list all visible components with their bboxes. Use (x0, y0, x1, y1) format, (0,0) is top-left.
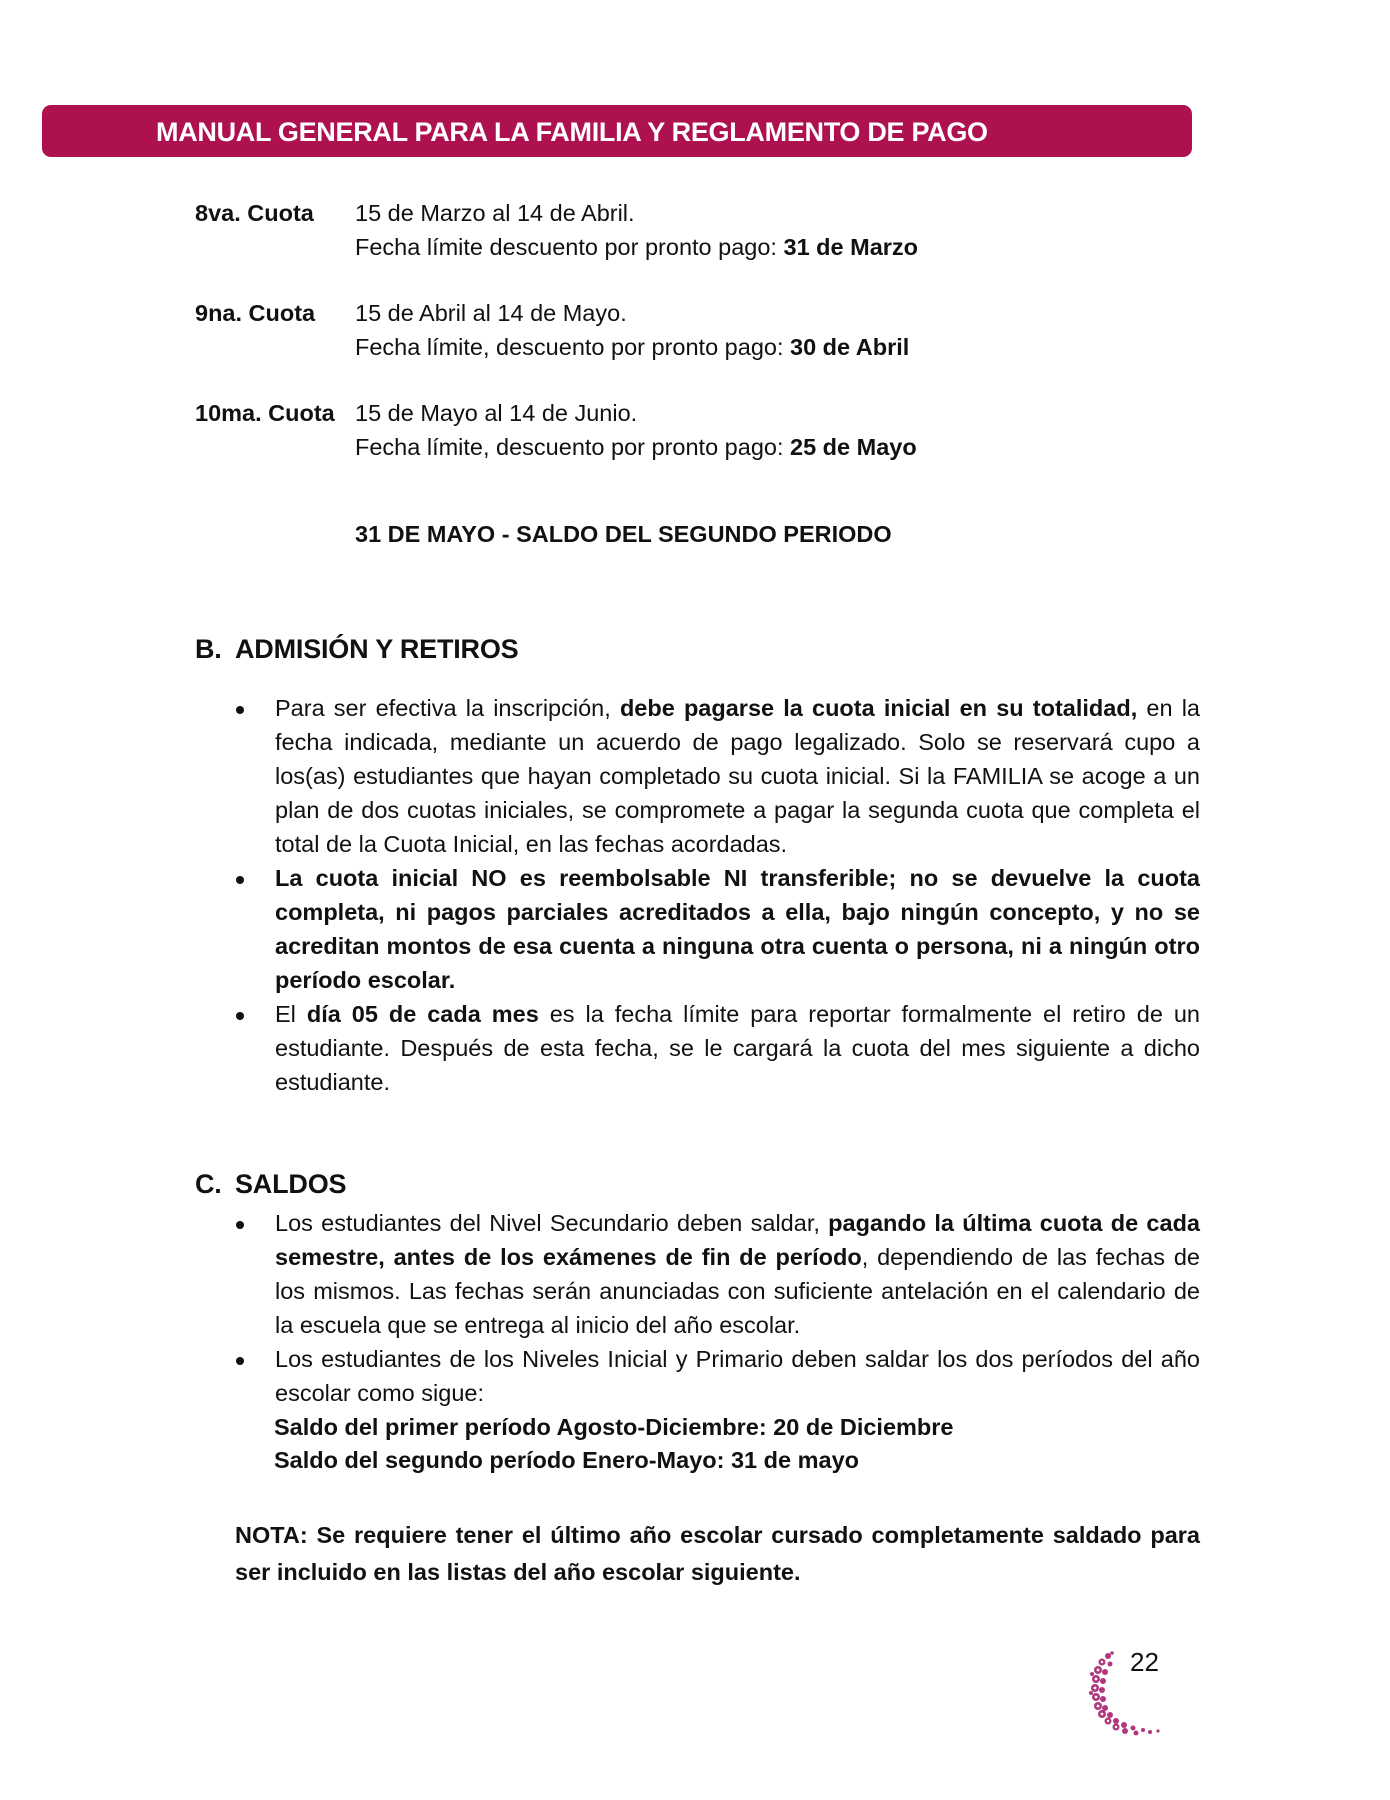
cuota-label: 9na. Cuota (195, 300, 316, 326)
second-period-balance: 31 DE MAYO - SALDO DEL SEGUNDO PERIODO (355, 521, 892, 547)
cuota-limit-date: 31 de Marzo (783, 234, 919, 260)
cuota-limit-date: 25 de Mayo (790, 434, 917, 460)
section-c-list (195, 1206, 1200, 1410)
document-title: MANUAL GENERAL PARA LA FAMILIA Y REGLAMENTO DE PAGO (156, 117, 988, 147)
cuota-limit-date: 30 de Abril (790, 334, 910, 360)
section-b-list (195, 691, 1200, 1099)
section-letter: C. (195, 1169, 222, 1199)
list-item: Los estudiantes de los Niveles Inicial y Primario deben saldar los dos períodos del año escolar como sigue: (195, 1342, 1200, 1410)
second-period-balance-line: Saldo del segundo período Enero-Mayo: 31 de mayo (274, 1447, 859, 1473)
cuota-row-9 (195, 296, 1095, 366)
list-item: Para ser efectiva la inscripción, debe pagarse la cuota inicial en su totalidad, en la fecha indicada, mediante un acuerdo de pago legalizado. Solo se reservará cupo a los(as) estudiantes que hayan completado su cuota inicial. Si la FAMILIA se acoge a un plan de dos cuotas iniciales, se compromete a pagar la segunda cuota que completa el total de la Cuota Inicial, en las fechas acordadas. (195, 691, 1200, 861)
section-title: SALDOS (235, 1169, 347, 1199)
bullet-icon (236, 1221, 244, 1229)
cuota-label: 10ma. Cuota (195, 400, 335, 426)
bullet-icon (236, 1012, 244, 1020)
cuota-limit: Fecha límite, descuento por pronto pago: 30 de Abril (355, 334, 910, 360)
page-number: 22 (1130, 1647, 1159, 1677)
section-letter: B. (195, 634, 222, 664)
cuota-label: 8va. Cuota (195, 200, 314, 226)
cuota-limit: Fecha límite, descuento por pronto pago: 25 de Mayo (355, 434, 917, 460)
bullet-icon (236, 876, 244, 884)
cuota-range: 15 de Marzo al 14 de Abril. (355, 200, 635, 226)
section-c-heading (195, 1167, 346, 1201)
cuota-range: 15 de Mayo al 14 de Junio. (355, 400, 638, 426)
list-item: La cuota inicial NO es reembolsable NI transferible; no se devuelve la cuota completa, ni pagos parciales acreditados a ella, bajo ningún concepto, y no se acreditan montos de esa cuenta a ninguna otra cuenta o persona, ni a ningún otro período escolar. (195, 861, 1200, 997)
section-b-heading (195, 632, 518, 666)
cuota-limit: Fecha límite descuento por pronto pago: 31 de Marzo (355, 234, 919, 260)
note-paragraph: NOTA: Se requiere tener el último año escolar cursado completamente saldado para ser incluido en las listas del año escolar siguiente. (235, 1522, 1200, 1585)
bullet-icon (236, 706, 244, 714)
cuota-range: 15 de Abril al 14 de Mayo. (355, 300, 627, 326)
cuota-row-8 (195, 196, 1095, 266)
list-item: El día 05 de cada mes es la fecha límite para reportar formalmente el retiro de un estudiante. Después de esta fecha, se le cargará la cuota del mes siguiente a dicho estudiante. (195, 997, 1200, 1099)
section-title: ADMISIÓN Y RETIROS (235, 634, 519, 664)
cuota-row-10 (195, 396, 1095, 466)
list-item: Los estudiantes del Nivel Secundario deben saldar, pagando la última cuota de cada semestre, antes de los exámenes de fin de período, dependiendo de las fechas de los mismos. Las fechas serán anunciadas con suficiente antelación en el calendario de la escuela que se entrega al inicio del año escolar. (195, 1206, 1200, 1342)
first-period-balance: Saldo del primer período Agosto-Diciembre: 20 de Diciembre (274, 1414, 954, 1440)
bullet-icon (236, 1357, 244, 1365)
